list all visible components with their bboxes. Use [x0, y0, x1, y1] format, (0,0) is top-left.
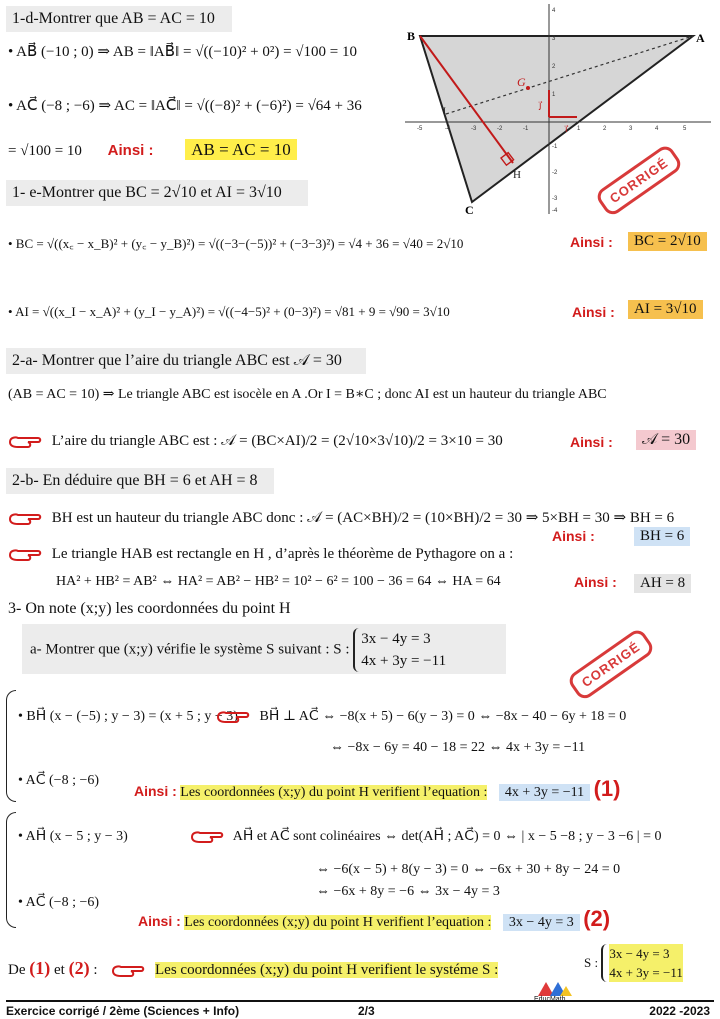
- ainsi-label: Ainsi :: [107, 142, 154, 159]
- equation-1-box: 4x + 3y = −11: [499, 784, 590, 801]
- ref-1: (1): [29, 958, 51, 978]
- ah-vector-line: • AH⃗ (x − 5 ; y − 3): [18, 829, 128, 844]
- colinear-line: [190, 828, 662, 845]
- pointing-hand-icon: [8, 511, 42, 527]
- ab-vector-line: • AB⃗ (−10 ; 0) ⇒ AB = ‖AB⃗‖ = √((−10)² + 0²) = √100 = 10: [8, 44, 357, 60]
- bh-vector-line: • BH⃗ (x − (−5) ; y − 3) = (x + 5 ; y − 3): [18, 709, 238, 724]
- x-tick: 4: [655, 126, 659, 132]
- pythagore-text: Le triangle HAB est rectangle en H , d’après le théorème de Pythagore on a :: [51, 546, 514, 562]
- final-system: [584, 944, 683, 982]
- colinear-line-2: ⇔ −6(x − 5) + 8(y − 3) = 0 ⇔ −6x + 30 + 8y − 24 = 0: [316, 862, 621, 877]
- y-tick: 3: [552, 36, 556, 42]
- bc-result-box: BC = 2√10: [628, 232, 707, 251]
- pointing-hand-icon: [8, 547, 42, 563]
- pointing-hand-icon: [190, 829, 224, 845]
- ac-vector-line: • AC⃗ (−8 ; −6): [18, 773, 100, 788]
- y-tick: -1: [552, 144, 558, 150]
- label-i-vector: i⃗: [565, 124, 568, 134]
- x-tick: -2: [497, 126, 503, 132]
- ainsi-label: Ainsi :: [574, 574, 617, 590]
- bh-line: [8, 508, 674, 527]
- ainsi-label: Ainsi :: [570, 234, 613, 250]
- section-1d-title: 1-d-Montrer que AB = AC = 10: [6, 6, 232, 32]
- label-b: B: [407, 29, 416, 43]
- ac-result-text: = √100 = 10: [8, 143, 82, 159]
- label-a: A: [696, 31, 705, 45]
- section-3-title: 3- On note (x;y) les coordonnées du point H: [8, 600, 291, 617]
- area-result-box: 𝒜 = 30: [636, 430, 696, 450]
- bc-line: • BC = √((x꜀ − x_B)² + (y꜀ − y_B)²) = √((−3−(−5))² + (−3−3)²) = √4 + 36 = √40 = 2√10: [8, 236, 464, 251]
- y-tick: -3: [552, 196, 558, 202]
- ac-vector-line: • AC⃗ (−8 ; −6) ⇒ AC = ‖AC⃗‖ = √((−8)² + (−6)²) = √64 + 36: [8, 98, 362, 114]
- equation-2-number: (2): [583, 906, 611, 931]
- final-system-braces: [601, 944, 683, 982]
- x-tick: 3: [629, 126, 633, 132]
- result-box: AB = AC = 10: [185, 139, 296, 160]
- y-tick: 2: [552, 64, 556, 70]
- de-label: De: [8, 962, 26, 978]
- ainsi-label: Ainsi :: [138, 913, 181, 929]
- orthogonal-text: BH⃗ ⊥ AC⃗ ⇔ −8(x + 5) − 6(y − 3) = 0 ⇔ −8x − 40 − 6y + 18 = 0: [259, 709, 627, 724]
- x-tick: -4: [445, 126, 451, 132]
- corrige-stamp: CORRIGÉ: [566, 627, 656, 702]
- area-text: L’aire du triangle ABC est : 𝒜 = (BC×AI)/2 = (2√10×3√10)/2 = 3×10 = 30: [51, 433, 503, 449]
- x-tick: 1: [577, 126, 581, 132]
- section-2b-title: 2-b- En déduire que BH = 6 et AH = 8: [6, 468, 274, 494]
- ainsi-label: Ainsi :: [572, 304, 615, 320]
- equation-2-box: 3x − 4y = 3: [503, 914, 580, 931]
- pointing-hand-icon: [8, 434, 42, 450]
- ainsi-label: Ainsi :: [552, 528, 595, 544]
- section-3a-box: [22, 624, 506, 674]
- colinear-line-3: ⇔ −6x + 8y = −6 ⇔ 3x − 4y = 3: [316, 884, 500, 899]
- coordinate-graph: [405, 2, 715, 214]
- x-tick: 5: [683, 126, 687, 132]
- x-tick: -5: [417, 126, 423, 132]
- ac-result-line: [8, 140, 297, 160]
- et-label: et: [54, 962, 65, 978]
- ai-line: • AI = √((x_I − x_A)² + (y_I − y_A)²) = √((−4−5)² + (0−3)²) = √81 + 9 = √90 = 3√10: [8, 304, 450, 319]
- ainsi-label: Ainsi :: [570, 434, 613, 450]
- ac-vector-line-2: • AC⃗ (−8 ; −6): [18, 895, 100, 910]
- area-line: [8, 432, 503, 450]
- final-s-label: S :: [584, 955, 599, 970]
- final-eq2: 4x + 3y = −11: [609, 965, 683, 980]
- final-text: Les coordonnées (x;y) du point H verifient le systéme S :: [155, 962, 499, 978]
- footer-rule: [6, 1000, 714, 1002]
- pointing-hand-icon: [111, 963, 145, 979]
- colinear-text: AH⃗ et AC⃗ sont colinéaires ⇔ det(AH⃗ ; AC⃗) = 0 ⇔ | x − 5 −8 ; y − 3 −6 | = 0: [232, 829, 662, 844]
- isocele-line: (AB = AC = 10) ⇒ Le triangle ABC est isocèle en A .Or I = B∗C ; donc AI est un hauteur du triangle ABC: [8, 387, 607, 402]
- bh-result-box: BH = 6: [634, 527, 690, 546]
- label-g: G: [517, 75, 526, 89]
- orthogonal-line: [216, 708, 626, 725]
- equation-1-number: (1): [593, 776, 621, 801]
- y-tick: 1: [552, 92, 556, 98]
- point-g: [526, 86, 530, 90]
- school-year: 2022 -2023: [649, 1004, 710, 1018]
- ref-2: (2): [68, 958, 90, 978]
- x-tick: -3: [471, 126, 477, 132]
- footer-left: Exercice corrigé / 2ème (Sciences + Info): [6, 1004, 240, 1018]
- label-j-vector: j⃗: [539, 100, 542, 110]
- corrige-stamp: CORRIGÉ: [594, 143, 684, 218]
- conclusion-2-text: Les coordonnées (x;y) du point H verifient l’equation :: [184, 915, 492, 930]
- ah-result-box: AH = 8: [634, 574, 691, 593]
- y-tick: -2: [552, 170, 558, 176]
- label-i-point: I: [443, 106, 446, 116]
- bh-text: BH est un hauteur du triangle ABC donc : 𝒜 = (AC×BH)/2 = (10×BH)/2 = 30 ⇒ 5×BH = 30 ⇒ BH = 6: [51, 510, 675, 526]
- bracket: [6, 812, 16, 928]
- section-2a-title: 2-a- Montrer que l’aire du triangle ABC est 𝒜 = 30: [6, 348, 366, 374]
- x-tick: 2: [603, 126, 607, 132]
- system-eq1: 3x − 4y = 3: [361, 631, 431, 647]
- section-1e-title: 1- e-Montrer que BC = 2√10 et AI = 3√10: [6, 180, 308, 206]
- system-eq2: 4x + 3y = −11: [361, 653, 447, 669]
- pointing-hand-icon: [216, 709, 250, 725]
- conclusion-1-text: Les coordonnées (x;y) du point H verifient l’equation :: [180, 785, 488, 800]
- y-tick: -4: [552, 208, 558, 214]
- x-tick: -1: [523, 126, 529, 132]
- page-number: 2/3: [358, 1004, 375, 1018]
- ainsi-label: Ainsi :: [134, 783, 177, 799]
- label-c: C: [465, 203, 474, 214]
- ha-line: HA² + HB² = AB² ⇔ HA² = AB² − HB² = 10² − 6² = 100 − 36 = 64 ⇔ HA = 64: [56, 574, 501, 589]
- pythagore-line: [8, 546, 513, 563]
- bracket: [6, 690, 16, 802]
- ai-result-box: AI = 3√10: [628, 300, 703, 319]
- conclusion-1-line: [134, 776, 620, 802]
- orthogonal-line-2: ⇔ −8x − 6y = 40 − 18 = 22 ⇔ 4x + 3y = −11: [330, 740, 586, 755]
- final-eq1: 3x − 4y = 3: [609, 944, 683, 963]
- system-s: [353, 628, 446, 672]
- colon-label: :: [93, 962, 98, 978]
- y-tick: 4: [552, 8, 556, 14]
- label-h: H: [513, 169, 521, 181]
- section-3a-text: a- Montrer que (x;y) vérifie le système S suivant : S :: [30, 641, 350, 658]
- conclusion-2-line: [138, 906, 610, 932]
- final-line: [8, 958, 498, 979]
